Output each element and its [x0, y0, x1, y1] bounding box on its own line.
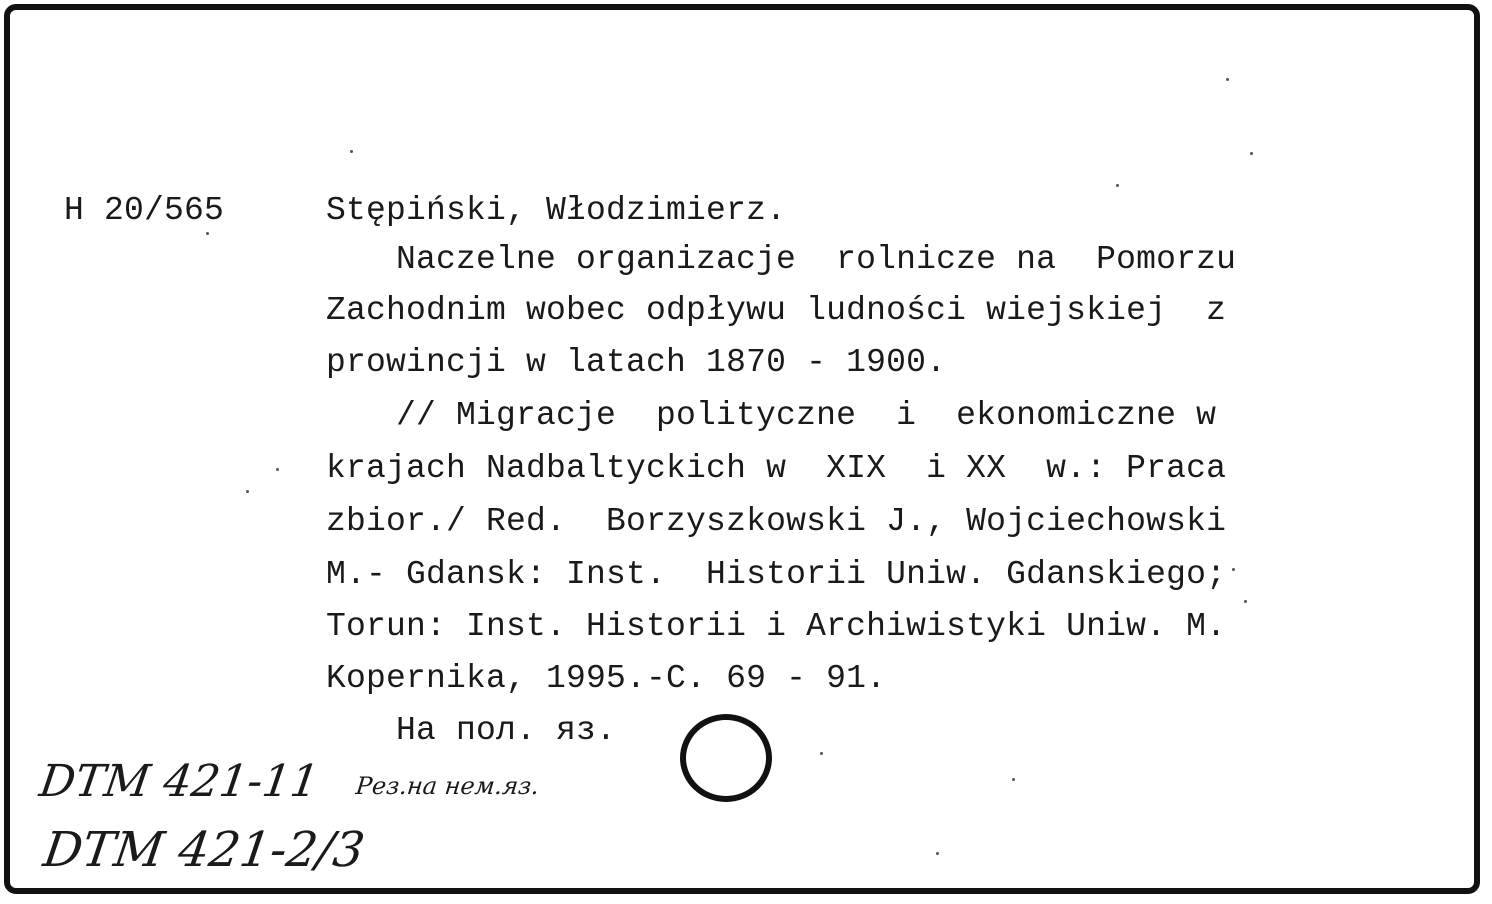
scan-speck [1116, 184, 1119, 187]
scan-speck [276, 468, 279, 471]
title-line: Zachodnim wobec odpływu ludności wiejskiej z [326, 292, 1227, 329]
scan-speck [246, 490, 249, 493]
scan-speck [1250, 152, 1253, 155]
stamp-circle [680, 714, 772, 802]
scan-speck [1244, 600, 1247, 603]
scan-speck [350, 150, 353, 153]
handwritten-summary-note: Рез.на нем.яз. [354, 772, 541, 800]
language-note: На пол. яз. [396, 712, 617, 749]
title-line: Naczelne organizacje rolnicze na Pomorzu [396, 241, 1237, 278]
source-line: // Migracje polityczne i ekonomiczne w [396, 397, 1217, 434]
scan-speck [1012, 778, 1015, 781]
handwritten-code-2: DTM 421-2/3 [40, 822, 368, 878]
scan-speck [206, 232, 209, 235]
title-line: prowincji w latach 1870 - 1900. [326, 344, 947, 381]
scan-speck [936, 852, 939, 855]
source-line: zbior./ Red. Borzyszkowski J., Wojciechowski [326, 503, 1227, 540]
source-line: krajach Nadbaltyckich w XIX i XX w.: Praca [326, 450, 1227, 487]
scan-speck [820, 752, 823, 755]
scan-speck [1226, 78, 1229, 81]
scan-speck [1232, 568, 1235, 571]
source-line: M.- Gdansk: Inst. Historii Uniw. Gdanskiego; [326, 556, 1227, 593]
call-number: H 20/565 [64, 192, 225, 229]
source-line: Kopernika, 1995.-C. 69 - 91. [326, 660, 887, 697]
author-name: Stępiński, Włodzimierz. [326, 192, 787, 229]
source-line: Torun: Inst. Historii i Archiwistyki Uniw. M. [326, 608, 1227, 645]
handwritten-code-1: DTM 421-11 [36, 756, 323, 807]
